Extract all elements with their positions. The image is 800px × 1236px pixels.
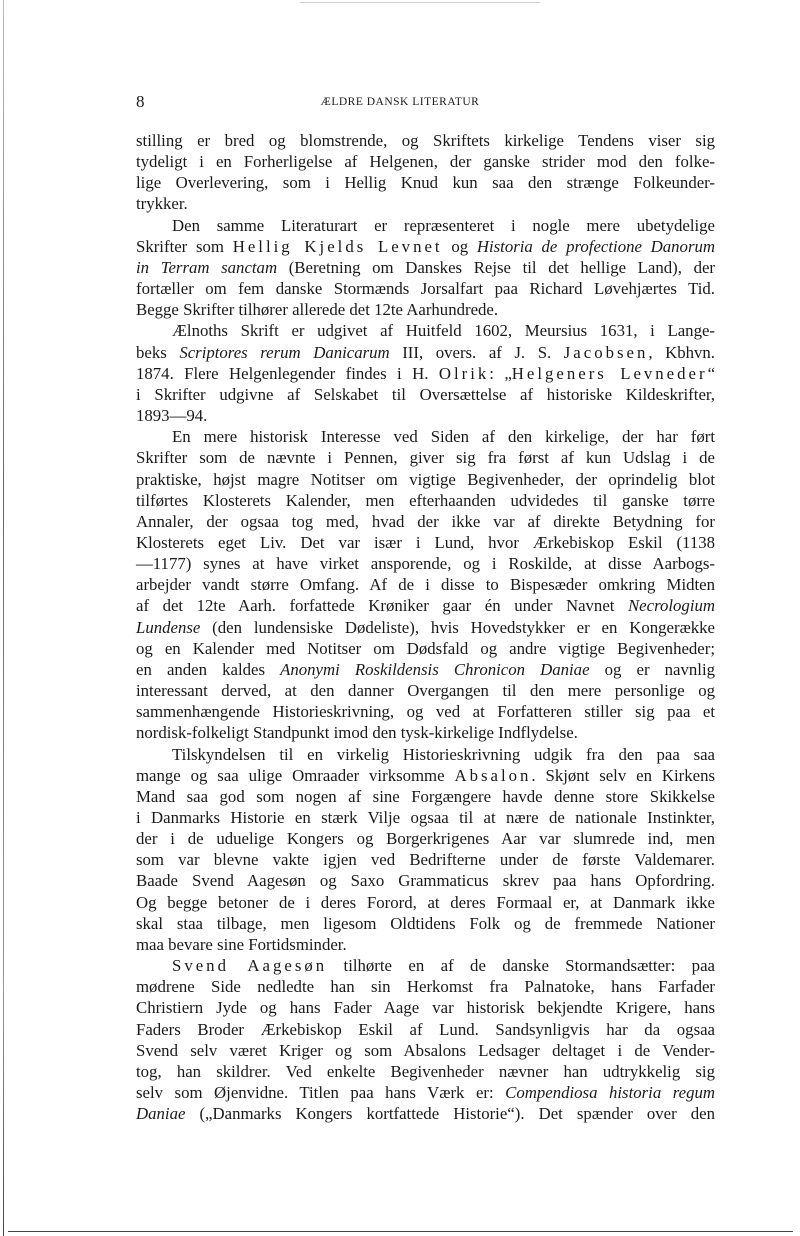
- italic-title: Historia de profectione Danorum: [476, 236, 715, 256]
- italic-title: Lundense: [136, 617, 201, 637]
- text-line: maa bevare sine Fortidsminder.: [136, 934, 347, 954]
- text-line: Lundense (den lundensiske Dødeliste), hvis Hovedstykker er en Kongerække: [136, 617, 715, 637]
- italic-title: Anonymi Roskildensis Chronicon Daniae: [280, 659, 590, 679]
- text-line: tilførtes Klosterets Kalender, men efterhaanden udvidedes til ganske tørre: [136, 490, 715, 510]
- text-line: en anden kaldes Anonymi Roskildensis Chronicon Daniae og er navnlig: [136, 659, 715, 679]
- text-line: Mand saa god som nogen af sine Forgængere havde denne store Skikkelse: [136, 786, 715, 806]
- text-line: Den samme Literaturart er repræsenteret i nogle mere ubetydelige: [172, 215, 715, 235]
- running-title: ÆLDRE DANSK LITERATUR: [320, 96, 480, 108]
- spaced-name: Svend Aagesøn: [172, 956, 328, 976]
- text-line: lige Overlevering, som i Hellig Knud kun saa den strænge Folkeunder-: [136, 173, 715, 193]
- text-line: Svend Aagesøn tilhørte en af de danske Stormandsætter: paa: [172, 956, 715, 976]
- text-line: skal staa tilbage, men ligesom Oldtidens Folk og de fremmede Nationer: [136, 913, 715, 933]
- page-top-edge: [300, 2, 540, 3]
- text-line: mange og saa ulige Omraader virksomme Absalon. Skjønt selv en Kirkens: [136, 765, 715, 785]
- text-line: 1874. Flere Helgenlegender findes i H. Olrik: „Helgeners Levneder“: [136, 363, 716, 383]
- text-line: Tilskyndelsen til en virkelig Historieskrivning udgik fra den paa saa: [172, 744, 715, 764]
- spaced-name: Olrik: [438, 363, 490, 383]
- italic-title: Compendiosa historia regum: [505, 1083, 715, 1103]
- spaced-name: Absalon: [454, 765, 532, 785]
- text-line: nordisk-folkeligt Standpunkt imod den tysk-kirkelige Indflydelse.: [136, 723, 578, 743]
- text-line: og en Kalender med Notitser om Dødsfald og andre vigtige Begivenheder;: [136, 638, 715, 658]
- spaced-title: Helgeners Levneder: [511, 363, 708, 383]
- text-line: selv som Øjenvidne. Titlen paa hans Værk er: Compendiosa historia regum: [136, 1083, 715, 1103]
- text-line: Faders Broder Ærkebiskop Eskil af Lund. Sandsynligvis har da ogsaa: [136, 1019, 715, 1039]
- text-line: tog, han skildrer. Ved enkelte Begivenheder nævner han udtrykkelig sig: [136, 1061, 715, 1081]
- text-line: En mere historisk Interesse ved Siden af den kirkelige, der har ført: [172, 427, 715, 447]
- text-line: stilling er bred og blomstrende, og Skriftets kirkelige Tendens viser sig: [136, 131, 715, 150]
- text-line: i Skrifter udgivne af Selskabet til Oversættelse af historiske Kildeskrifter,: [136, 384, 715, 404]
- text-line: Ælnoths Skrift er udgivet af Huitfeld 1602, Meursius 1631, i Lange-: [172, 321, 715, 341]
- text-line: Skrifter som de nævnte i Pennen, giver sig fra først af kun Udslag i de: [136, 448, 715, 468]
- text-line: som var blevne vakte igjen ved Bedrifterne under de første Valdemarer.: [136, 850, 715, 870]
- text-line: Daniae („Danmarks Kongers kortfattede Historie“). Det spænder over den: [136, 1104, 715, 1124]
- page-left-edge: [3, 0, 4, 1236]
- text-line: interessant derved, at den danner Overgangen til den mere personlige og: [136, 681, 715, 701]
- text-line: Annaler, der ogsaa tog med, hvad der ikke var af direkte Betydning for: [136, 511, 715, 531]
- spaced-title: Hellig Kjelds Levnet: [232, 236, 443, 256]
- text-line: 1893—94.: [136, 406, 208, 426]
- text-line: Skrifter som Hellig Kjelds Levnet og Historia de profectione Danorum: [136, 236, 715, 256]
- italic-title: Necrologium: [627, 596, 715, 616]
- text-line: arbejder vandt større Omfang. Af de i disse to Bispesæder omkring Midten: [136, 575, 715, 595]
- text-line: der i de uduelige Kongers og Borgerkrigenes Aar var slumrede ind, men: [136, 829, 715, 849]
- text-line: mødrene Side nedledte han sin Herkomst fra Palnatoke, hans Farfader: [136, 977, 715, 997]
- text-line: in Terram sanctam (Beretning om Danskes Rejse til det hellige Land), der: [136, 257, 716, 277]
- text-line: trykker.: [136, 194, 188, 214]
- text-line: Begge Skrifter tilhører allerede det 12te Aarhundrede.: [136, 300, 499, 320]
- page-number: 8: [136, 92, 145, 111]
- text-line: fortæller om fem danske Stormænds Jorsalfart paa Richard Løvehjærtes Tid.: [136, 279, 715, 299]
- text-line: Christiern Jyde og hans Fader Aage var historisk bekjendte Krigere, hans: [136, 998, 715, 1018]
- text-line: Svend selv været Kriger og som Absalons Ledsager deltaget i de Vender-: [136, 1040, 715, 1060]
- text-line: Klosterets eget Liv. Det var især i Lund, hvor Ærkebiskop Eskil (1138: [136, 532, 715, 552]
- text-line: tydeligt i en Forherligelse af Helgenen, der ganske strider mod den folke-: [136, 152, 715, 172]
- text-line: praktiske, højst magre Notitser om vigtige Begivenheder, der oprindelig blot: [136, 469, 715, 489]
- text-line: i Danmarks Historie en stærk Vilje ogsaa til at nære de nationale Instinkter,: [136, 808, 715, 827]
- text-line: —1177) synes at have virket ansporende, og i Roskilde, at disse Aarbogs-: [136, 554, 715, 574]
- italic-title: in Terram sanctam: [136, 257, 278, 277]
- text-line: beks Scriptores rerum Danicarum III, overs. af J. S. Jacobsen, Kbhvn.: [136, 342, 715, 362]
- page-bottom-edge: [8, 1231, 793, 1232]
- text-line: af det 12te Aarh. forfattede Krøniker gaar én under Navnet Necrologium: [136, 596, 715, 616]
- italic-title: Scriptores rerum Danicarum: [179, 342, 390, 362]
- text-line: sammenhængende Historieskrivning, og ved at Forfatteren stiller sig paa et: [136, 702, 715, 722]
- text-line: Baade Svend Aagesøn og Saxo Grammaticus skrev paa hans Opfordring.: [136, 871, 715, 891]
- spaced-name: Jacobsen: [563, 342, 649, 362]
- body-text: [136, 130, 715, 1124]
- text-line: Og begge betoner de i deres Forord, at deres Formaal er, at Danmark ikke: [136, 892, 715, 912]
- italic-title: Daniae: [136, 1104, 186, 1124]
